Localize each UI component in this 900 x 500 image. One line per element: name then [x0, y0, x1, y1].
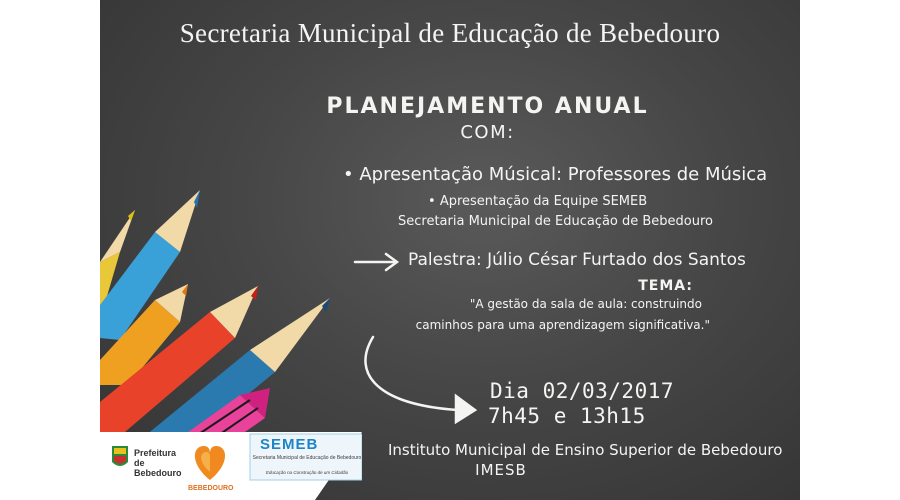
theme-label: TEMA: — [638, 278, 693, 294]
lecture-speaker: Palestra: Júlio César Furtado dos Santos — [408, 250, 746, 270]
venue-abbreviation: IMESB — [475, 461, 527, 479]
theme-quote-line-2: caminhos para uma aprendizagem significativa." — [415, 318, 710, 332]
sponsor-logo-strip — [100, 432, 362, 500]
event-heading: PLANEJAMENTO ANUAL — [326, 94, 649, 119]
program-item-music: • Apresentação Músical: Professores de Música — [343, 164, 767, 185]
event-date: Dia 02/03/2017 — [490, 379, 675, 403]
program-item-team: • Apresentação da Equipe SEMEB — [428, 194, 647, 209]
chalkboard-background — [100, 0, 800, 500]
prefeitura-crest-icon — [112, 446, 128, 466]
event-times: 7h45 e 13h15 — [488, 404, 646, 428]
theme-quote-line-1: "A gestão da sala de aula: construindo — [469, 297, 702, 311]
program-item-team-subtitle: Secretaria Municipal de Educação de Bebedouro — [398, 214, 714, 229]
semeb-logo-subtitle: Secretaria Municipal de Educação de Bebedouro — [252, 455, 362, 461]
venue-name: Instituto Municipal de Ensino Superior de Bebedouro — [388, 441, 783, 459]
prefeitura-logo-text: Prefeitura de Bebedouro — [134, 448, 182, 478]
page-title: Secretaria Municipal de Educação de Bebedouro — [179, 18, 721, 48]
event-with-label: COM: — [460, 122, 515, 143]
bebedouro-logo-text: BEBEDOURO — [188, 485, 234, 492]
chalk-arrow-lecture — [355, 254, 397, 270]
chalk-arrow-date — [365, 337, 475, 422]
semeb-logo-tagline: Educação na Construção de um Cidadão — [265, 470, 349, 475]
semeb-logo-text: SEMEB — [260, 436, 319, 453]
